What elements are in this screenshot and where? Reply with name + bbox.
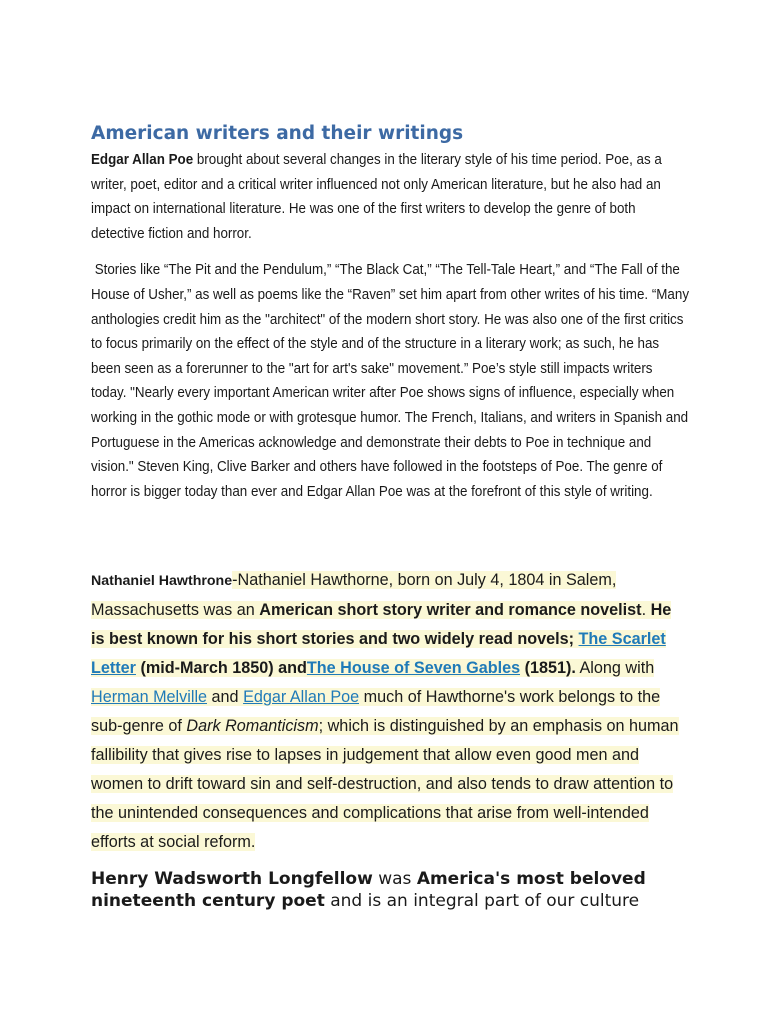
hawthorne-bold-4: (1851). (520, 659, 576, 677)
poe-paragraph-1 (91, 148, 691, 246)
hawthorne-rest: ; which is distinguished by an emphasis on human fallibility that gives rise to lapses in judgement that allow even good men and women to drift toward sin and self-destruction, and also tends to draw attention to the unintended consequences and complications that arise from well-intended efforts at social reform. (91, 717, 679, 851)
hawthorne-much: much of Hawthorne's work belongs to the sub-genre of (91, 688, 661, 735)
link-scarlet-letter[interactable]: The Scarlet Letter (91, 630, 666, 677)
hawthorne-name: Nathaniel Hawthrone (91, 573, 233, 589)
link-house-of-seven-gables[interactable]: The House of Seven Gables (306, 659, 521, 677)
hawthorne-paragraph (91, 566, 681, 857)
hawthorne-bold-1: American short story writer and romance novelist (259, 601, 642, 619)
link-edgar-allan-poe[interactable]: Edgar Allan Poe (243, 688, 360, 706)
poe-paragraph-1-text: brought about several changes in the literary style of his time period. Poe, as a writer, poet, editor and a critical writer influenced not only American literature, but he also had an impact on international literature. He was one of the first writers to develop the genre of both detective fiction and horror. (91, 152, 662, 242)
hawthorne-along: Along with (575, 659, 655, 677)
poe-name: Edgar Allan Poe (91, 152, 194, 168)
page-title: American writers and their writings (91, 123, 464, 144)
longfellow-bold: America's most beloved nineteenth century poet (91, 869, 646, 911)
hawthorne-bold-2: He is best known for his short stories and two widely read novels; (91, 601, 672, 648)
longfellow-name: Henry Wadsworth Longfellow (91, 869, 373, 889)
hawthorne-bold-3: (mid-March 1850) and (135, 659, 307, 677)
hawthorne-and: and (207, 688, 244, 706)
link-herman-melville[interactable]: Herman Melville (91, 688, 208, 706)
longfellow-rest: and is an integral part of our culture (324, 891, 640, 911)
hawthorne-period: . (641, 601, 651, 619)
hawthorne-intro: -Nathaniel Hawthorne, born on July 4, 1804 in Salem, Massachusetts was an (91, 571, 617, 619)
longfellow-was: was (372, 869, 417, 889)
longfellow-paragraph (91, 868, 691, 912)
poe-section (91, 148, 691, 504)
poe-paragraph-2: Stories like “The Pit and the Pendulum,” “The Black Cat,” “The Tell-Tale Heart,” and “The Fall of the House of Usher,” as well as poems like the “Raven” set him apart from other writes of his time. “Many anthologies credit him as the "architect" of the modern short story. He was also one of the first critics to focus primarily on the effect of the style and of the structure in a literary work; as such, he has been seen as a forerunner to the "art for art's sake" movement.” Poe’s style still impacts writers today. "Nearly every important American writer after Poe shows signs of influence, especially when working in the gothic mode or with grotesque humor. The French, Italians, and writers in Spanish and Portuguese in the Americas acknowledge and demonstrate their debts to Poe in technique and vision." Steven King, Clive Barker and others have followed in the footsteps of Poe. The genre of horror is bigger today than ever and Edgar Allan Poe was at the forefront of this style of writing. (91, 262, 690, 500)
hawthorne-italic: Dark Romanticism (186, 717, 319, 735)
